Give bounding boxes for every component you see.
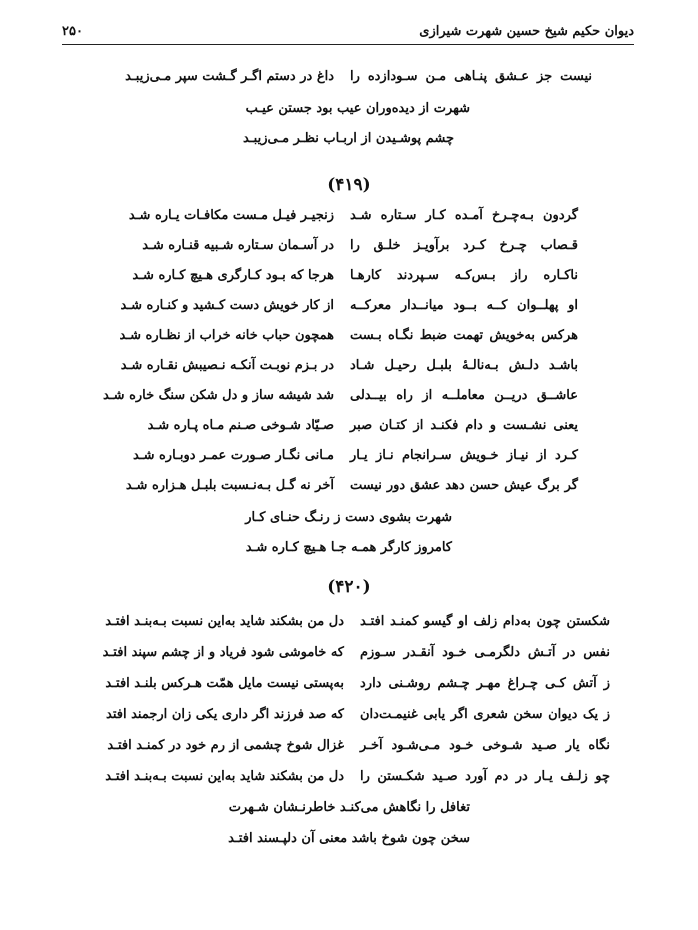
page-header bbox=[62, 18, 634, 45]
hemistich-right: قـصاب چـرخ کـرد برآویـز خلـق را bbox=[350, 238, 578, 253]
hemistich-left: شد شیشه ساز و دل شکن سنگ خاره شـد bbox=[103, 388, 334, 403]
hemistich-left: دل من بشکند شاید به‌این نسبت بـه‌بنـد افتـد bbox=[105, 614, 344, 629]
hemistich-left: همچون حباب خانه خراب از نظـاره شـد bbox=[119, 328, 334, 343]
ghazal-number: (۴۱۹) bbox=[327, 175, 371, 195]
hemistich-right: گر برگ عیش حسن دهد عشق دور نیست bbox=[350, 478, 578, 493]
hemistich-right: او پهلــوان کــه بــود میانــدار معرکــه bbox=[350, 298, 578, 313]
hemistich-left: دل من بشکند شاید به‌این نسبت بـه‌بنـد افتـد bbox=[105, 769, 344, 784]
ghazal-number: (۴۲۰) bbox=[327, 577, 371, 597]
running-title: دیوان حکیم شیخ حسین شهرت شیرازی bbox=[419, 24, 634, 39]
hemistich-right: نیست جز عـشق پنـاهی مـن سـودازده را bbox=[350, 69, 592, 84]
hemistich-right: چو زلـف یـار در دم آورد صـید شکـستن را bbox=[360, 769, 610, 784]
hemistich-left: داغ در دستم اگـر گـشت سپر مـی‌زیبـد bbox=[125, 69, 334, 84]
hemistich-right: ز یک دیوان سخن شعری اگر یابی غنیمـت‌دان bbox=[360, 707, 610, 722]
hemistich-left: که صد فرزند اگر داری یکی زان ارجمند افتد bbox=[106, 707, 344, 722]
hemistich-left: آخر نه گـل بـه‌نـسبت بلبـل هـزاره شـد bbox=[125, 478, 334, 493]
hemistich-right: شکستن چون به‌دام زلف او گیسو کمنـد افتـد bbox=[360, 614, 610, 629]
hemistich-left: به‌پستی نیست مایل همّت هـرکس بلنـد افتـد bbox=[105, 676, 344, 691]
hemistich-right: نگاه یار صـید شـوخی خـود مـی‌شـود آخـر bbox=[360, 738, 610, 753]
hemistich-left: غزال شوخ چشمی از رم خود در کمنـد افتـد bbox=[107, 738, 344, 753]
closing-line: شهرت از دیده‌وران عیب بود جستن عیـب bbox=[245, 101, 470, 116]
hemistich-left: زنجیـر فیـل مـست مکافـات یـاره شـد bbox=[128, 208, 334, 223]
hemistich-right: عاشــق دریــن معاملــه از راه بیــدلی bbox=[350, 388, 578, 403]
hemistich-left: صـیّاد شـوخی صـنم مـاه پـاره شـد bbox=[147, 418, 334, 433]
hemistich-right: ناکـاره راز بـس‌کـه سـپردند کارهـا bbox=[350, 268, 578, 283]
hemistich-right: ز آتش کـی چـراغ مهـر چـشم روشـنی دارد bbox=[360, 676, 610, 691]
hemistich-left: در بـزم نوبـت آنکـه نـصیبش نقـاره شـد bbox=[120, 358, 334, 373]
hemistich-left: از کار خویش دست کـشید و کنـاره شـد bbox=[120, 298, 334, 313]
closing-line: کامروز کارگر همـه جـا هـیچ کـاره شـد bbox=[245, 540, 452, 555]
hemistich-right: گردون بـه‌چـرخ آمـده کـار سـتاره شـد bbox=[350, 208, 578, 223]
hemistich-right: یعنی نشـست و دام فکنـد از کتـان صبر bbox=[350, 418, 578, 433]
hemistich-right: کـرد از نیـاز خـویش سـرانجام نـاز یـار bbox=[350, 448, 578, 463]
page-number: ۲۵۰ bbox=[62, 24, 83, 39]
hemistich-right: هرکس به‌خویش تهمت ضبط نگـاه بـست bbox=[350, 328, 578, 343]
closing-line: شهرت بشوی دست ز رنـگ حنـای کـار bbox=[245, 510, 452, 525]
hemistich-left: هرجا که بـود کـارگری هـیچ کـاره شـد bbox=[132, 268, 334, 283]
hemistich-right: باشـد دلـش بـه‌نالـهٔ بلبـل رحیـل شـاد bbox=[350, 358, 578, 373]
closing-line: تغافل را نگاهش می‌کنـد خاطرنـشان شـهرت bbox=[228, 800, 470, 815]
hemistich-right: نفس در آتـش دلگرمـی خـود آنقـدر سـوزم bbox=[360, 645, 610, 660]
closing-line: چشم پوشـیدن از اربـاب نظـر مـی‌زیبـد bbox=[243, 131, 454, 146]
hemistich-left: که خاموشی شود فریاد و از چشم سپند افتـد bbox=[102, 645, 344, 660]
hemistich-left: در آسـمان سـتاره شـبیه قنـاره شـد bbox=[142, 238, 334, 253]
hemistich-left: مـانی نگـار صـورت عمـر دوبـاره شـد bbox=[132, 448, 334, 463]
closing-line: سخن چون شوخ باشد معنی آن دلپـسند افتـد bbox=[228, 831, 470, 846]
